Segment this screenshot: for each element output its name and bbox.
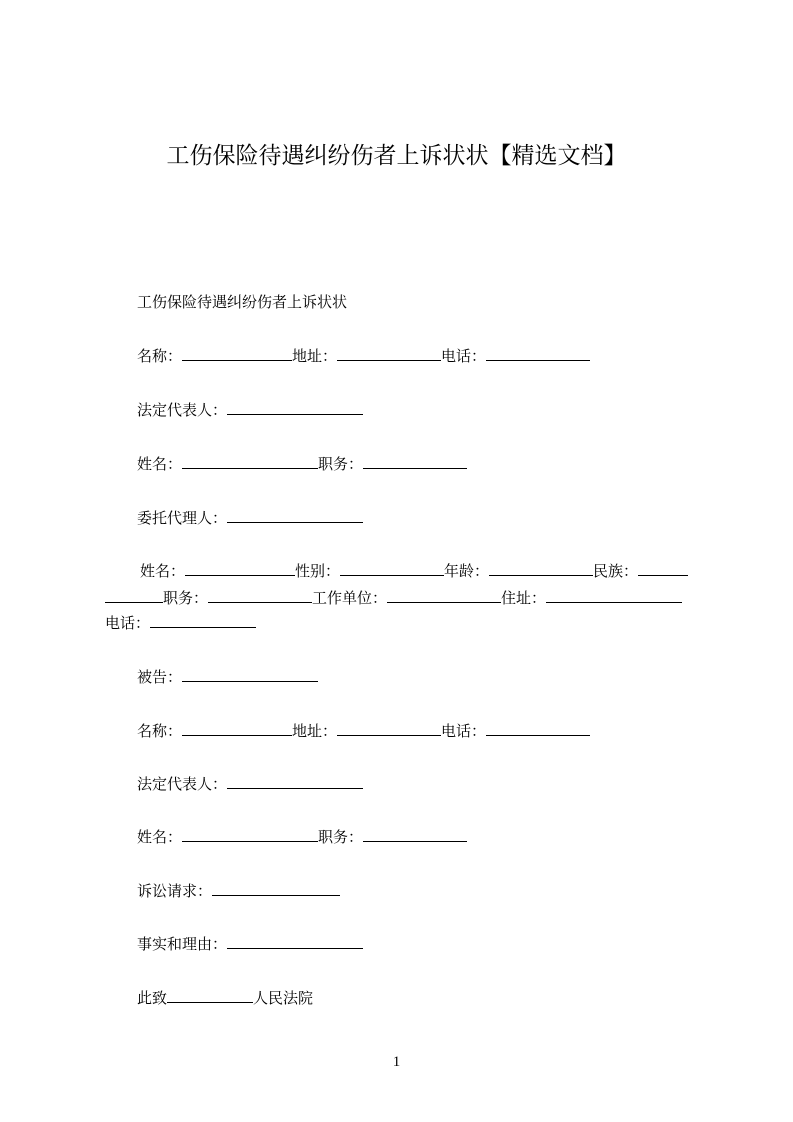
- agent-gender-label: 性别：: [295, 562, 341, 580]
- agent-position-blank[interactable]: [208, 586, 312, 603]
- respondent-position-blank[interactable]: [363, 825, 467, 842]
- defendant-row: [137, 665, 318, 688]
- closing-row: [137, 986, 313, 1009]
- respondent-phone-blank[interactable]: [486, 719, 590, 736]
- request-row: [137, 879, 340, 902]
- agent-position-label: 职务：: [163, 589, 209, 607]
- agent-label: 委托代理人：: [137, 509, 228, 527]
- defendant-blank[interactable]: [182, 665, 318, 682]
- agent-ethnicity-blank-cont[interactable]: [105, 586, 163, 603]
- agent-workplace-label: 工作单位：: [312, 589, 388, 607]
- agent-age-blank[interactable]: [489, 559, 593, 576]
- facts-label: 事实和理由：: [137, 935, 228, 953]
- position-label: 职务：: [318, 455, 364, 473]
- address-label: 地址：: [292, 347, 338, 365]
- respondent-legal-rep-label: 法定代表人：: [137, 775, 228, 793]
- agent-phone-blank[interactable]: [150, 611, 256, 628]
- agent-gender-blank[interactable]: [340, 559, 444, 576]
- agent-phone-label: 电话：: [105, 614, 151, 632]
- agent-workplace-blank[interactable]: [387, 586, 501, 603]
- respondent-legal-rep-row: [137, 772, 363, 795]
- appellant-legal-rep-row: [137, 398, 363, 421]
- respondent-position-label: 职务：: [318, 828, 364, 846]
- agent-ethnicity-blank[interactable]: [638, 559, 688, 576]
- page-number: 1: [392, 1054, 401, 1070]
- request-blank[interactable]: [212, 879, 340, 896]
- document-subtitle: 工伤保险待遇纠纷伤者上诉状状: [137, 293, 348, 311]
- address-blank[interactable]: [337, 344, 441, 361]
- name-blank[interactable]: [182, 344, 292, 361]
- agent-age-label: 年龄：: [444, 562, 490, 580]
- respondent-address-label: 地址：: [292, 722, 338, 740]
- position-blank[interactable]: [363, 452, 467, 469]
- agent-name-blank[interactable]: [185, 559, 295, 576]
- agent-residence-blank[interactable]: [546, 586, 682, 603]
- agent-details-row-2: [105, 586, 682, 609]
- closing-suffix: 人民法院: [253, 989, 314, 1007]
- request-label: 诉讼请求：: [137, 882, 213, 900]
- respondent-name-blank[interactable]: [182, 719, 292, 736]
- respondent-phone-label: 电话：: [441, 722, 487, 740]
- legal-rep-label: 法定代表人：: [137, 401, 228, 419]
- court-blank[interactable]: [167, 986, 253, 1003]
- appellant-person-row: [137, 452, 467, 475]
- legal-rep-blank[interactable]: [227, 398, 363, 415]
- appellant-name-row: [137, 344, 590, 367]
- respondent-person-name-blank[interactable]: [182, 825, 318, 842]
- document-title: 工伤保险待遇纠纷伤者上诉状状【精选文档】: [166, 143, 627, 169]
- phone-label: 电话：: [441, 347, 487, 365]
- respondent-name-row: [137, 719, 590, 742]
- agent-name-label: 姓名：: [140, 562, 186, 580]
- agent-residence-label: 住址：: [501, 589, 547, 607]
- closing-prefix: 此致: [137, 989, 168, 1007]
- phone-blank[interactable]: [486, 344, 590, 361]
- facts-row: [137, 932, 363, 955]
- respondent-person-row: [137, 825, 467, 848]
- respondent-legal-rep-blank[interactable]: [227, 772, 363, 789]
- respondent-person-name-label: 姓名：: [137, 828, 183, 846]
- facts-blank[interactable]: [227, 932, 363, 949]
- defendant-label: 被告：: [137, 668, 183, 686]
- respondent-name-label: 名称：: [137, 722, 183, 740]
- person-name-label: 姓名：: [137, 455, 183, 473]
- respondent-address-blank[interactable]: [337, 719, 441, 736]
- name-label: 名称：: [137, 347, 183, 365]
- agent-row: [137, 506, 363, 529]
- agent-blank[interactable]: [227, 506, 363, 523]
- agent-details-row-1: [140, 559, 688, 582]
- agent-details-row-3: [105, 611, 256, 634]
- person-name-blank[interactable]: [182, 452, 318, 469]
- agent-ethnicity-label: 民族：: [593, 562, 639, 580]
